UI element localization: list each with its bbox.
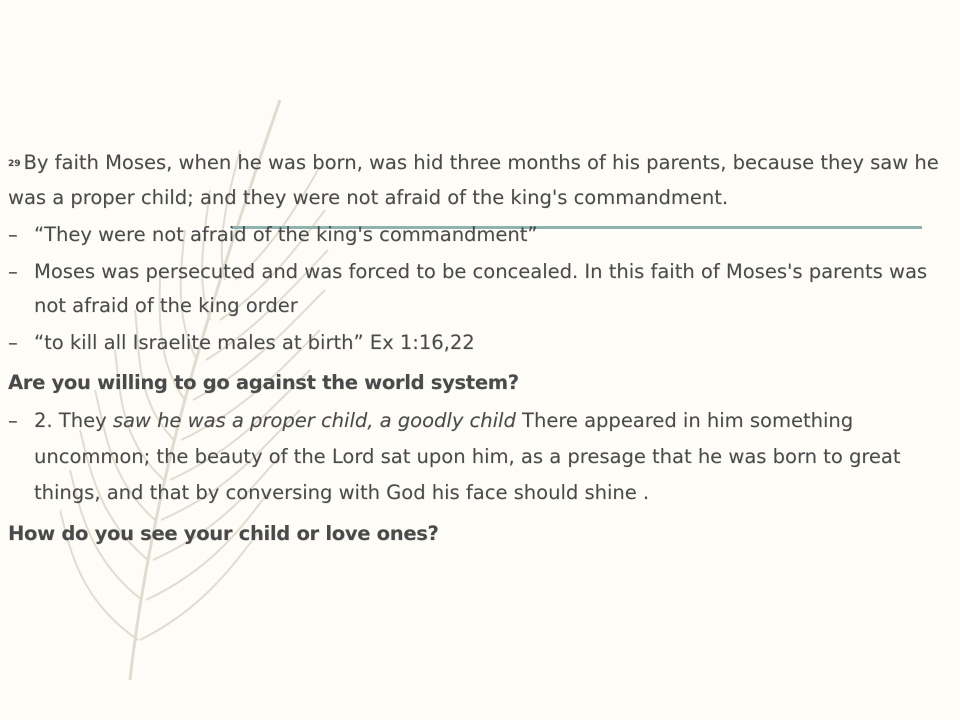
verse-paragraph [8, 146, 948, 215]
bullet-3-quote: “to kill all Israelite males at birth” [34, 331, 364, 354]
bullet-dash: – [8, 331, 18, 354]
bullet-4 [8, 403, 948, 511]
bullet-dash: – [8, 223, 18, 246]
bullet-2-text: Moses was persecuted and was forced to be concealed. In this faith of Moses's parents was not afraid of the king order [34, 260, 928, 317]
bullet-3-reference: Ex 1:16,22 [369, 331, 475, 354]
bullet-3 [8, 326, 948, 360]
question-1: Are you willing to go against the world system? [8, 371, 519, 394]
verse-number: 29 [8, 159, 21, 169]
bullet-dash: – [8, 409, 18, 432]
verse-text: By faith Moses, when he was born, was hid three months of his parents, because they saw he was a proper child; and they were not afraid of the king's commandment. [8, 151, 939, 209]
bullet-1-text: “They were not afraid of the king's commandment” [34, 223, 538, 246]
bullet-4-prefix: 2. They [34, 409, 113, 432]
bullet-4-rest: There appeared in him something uncommon; the beauty of the Lord sat upon him, as a presage that he was born to great things, and that by conversing with God his face should shine . [34, 409, 901, 504]
question-2: How do you see your child or love ones? [8, 522, 439, 545]
bullet-1 [8, 218, 948, 252]
bullet-4-italic: saw he was a proper child, a goodly child [112, 409, 516, 432]
bullet-2 [8, 255, 948, 323]
bullet-dash: – [8, 260, 18, 283]
slide-body [8, 146, 948, 551]
